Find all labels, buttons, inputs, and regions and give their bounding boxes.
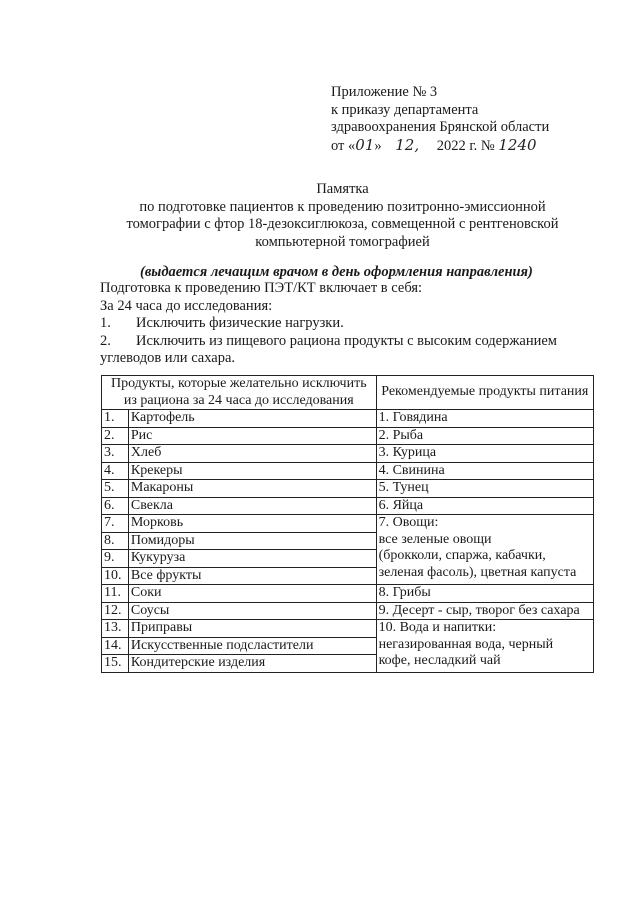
row-number: 8. bbox=[102, 532, 129, 550]
table-row bbox=[102, 602, 594, 620]
row-number: 5. bbox=[102, 480, 129, 498]
table-row bbox=[102, 445, 594, 463]
table-row bbox=[102, 497, 594, 515]
list-item-continuation: углеводов или сахара. bbox=[100, 350, 236, 366]
excluded-product: Рис bbox=[128, 427, 376, 445]
table-row bbox=[102, 515, 594, 533]
excluded-product: Кондитерские изделия bbox=[128, 655, 376, 673]
row-number: 12. bbox=[102, 602, 129, 620]
date-year: 2022 г. № bbox=[436, 137, 495, 154]
table-row bbox=[102, 410, 594, 428]
recommended-drinks-line-2: кофе, несладкий чай bbox=[378, 653, 501, 668]
row-number: 9. bbox=[102, 550, 129, 568]
memo-heading: Памятка bbox=[316, 181, 369, 197]
recommended-drinks-title: 10. Вода и напитки: bbox=[378, 620, 497, 635]
table-row bbox=[102, 585, 594, 603]
handwritten-day: 01 bbox=[355, 135, 375, 154]
recommended-product: 6. Яйца bbox=[376, 497, 593, 515]
preparation-text bbox=[100, 280, 570, 368]
excluded-product: Хлеб bbox=[128, 445, 376, 463]
header-excluded-products: Продукты, которые желательно исключить из рациона за 24 часа до исследования bbox=[102, 376, 377, 410]
recommended-product: 1. Говядина bbox=[376, 410, 593, 428]
excluded-product: Свекла bbox=[128, 497, 376, 515]
list-item-number: 1. bbox=[100, 315, 111, 331]
recommended-product: 9. Десерт - сыр, творог без сахара bbox=[376, 602, 593, 620]
date-prefix: от « bbox=[331, 137, 356, 154]
preparation-timing: За 24 часа до исследования: bbox=[100, 297, 273, 314]
products-table bbox=[101, 375, 594, 673]
row-number: 14. bbox=[102, 637, 129, 655]
row-number: 13. bbox=[102, 620, 129, 638]
row-number: 4. bbox=[102, 462, 129, 480]
appendix-line-3: здравоохранения Брянской области bbox=[331, 119, 550, 135]
excluded-product: Кукуруза bbox=[128, 550, 376, 568]
recommended-vegetables-line-2: (брокколи, спаржа, кабачки, bbox=[378, 548, 546, 563]
header-recommended-products: Рекомендуемые продукты питания bbox=[376, 376, 593, 410]
excluded-product: Макароны bbox=[128, 480, 376, 498]
recommended-vegetables-line-3: зеленая фасоль), цветная капуста bbox=[378, 564, 577, 580]
list-item-text: Исключить из пищевого рациона продукты с высоким содержанием bbox=[136, 332, 557, 349]
excluded-product: Приправы bbox=[128, 620, 376, 638]
table-row bbox=[102, 427, 594, 445]
handwritten-order-number: 1240 bbox=[498, 135, 537, 154]
table-header-row bbox=[102, 376, 594, 410]
memo-subtitle-1: по подготовке пациентов к проведению позитронно-эмиссионной bbox=[139, 198, 546, 215]
handwritten-month: 12, bbox=[395, 135, 420, 154]
excluded-product: Соки bbox=[128, 585, 376, 603]
recommended-vegetables-title: 7. Овощи: bbox=[378, 515, 439, 530]
list-item-number: 2. bbox=[100, 332, 111, 349]
list-item bbox=[100, 333, 570, 351]
recommended-drinks-line-1: негазированная вода, черный bbox=[378, 636, 554, 652]
memo-title bbox=[100, 181, 585, 251]
appendix-line-2: к приказу департамента bbox=[331, 101, 479, 118]
recommended-product: 5. Тунец bbox=[376, 480, 593, 498]
excluded-product: Морковь bbox=[128, 515, 376, 533]
memo-subtitle-3: компьютерной томографией bbox=[255, 233, 430, 250]
issue-note: (выдается лечащим врачом в день оформления направления) bbox=[140, 264, 533, 280]
row-number: 6. bbox=[102, 497, 129, 515]
excluded-product: Искусственные подсластители bbox=[128, 637, 376, 655]
recommended-product: 8. Грибы bbox=[376, 585, 593, 603]
recommended-product: 3. Курица bbox=[376, 445, 593, 463]
appendix-line-1: Приложение № 3 bbox=[331, 84, 438, 100]
row-number: 3. bbox=[102, 445, 129, 463]
recommended-vegetables-line-1: все зеленые овощи bbox=[378, 531, 492, 547]
recommended-product: 2. Рыба bbox=[376, 427, 593, 445]
row-number: 11. bbox=[102, 585, 129, 603]
list-item-text: Исключить физические нагрузки. bbox=[136, 315, 344, 331]
row-number: 15. bbox=[102, 655, 129, 673]
excluded-product: Помидоры bbox=[128, 532, 376, 550]
preparation-intro: Подготовка к проведению ПЭТ/КТ включает в себя: bbox=[100, 280, 423, 296]
appendix-date-line bbox=[331, 137, 549, 156]
recommended-vegetables bbox=[376, 515, 593, 585]
row-number: 7. bbox=[102, 515, 129, 533]
memo-subtitle-2: томографии с фтор 18-дезоксиглюкоза, совмещенной с рентгеновской bbox=[126, 216, 559, 232]
row-number: 1. bbox=[102, 410, 129, 428]
table-row bbox=[102, 480, 594, 498]
date-mid: » bbox=[374, 137, 382, 154]
excluded-product: Картофель bbox=[128, 410, 376, 428]
excluded-product: Крекеры bbox=[128, 462, 376, 480]
table-row bbox=[102, 462, 594, 480]
recommended-product: 4. Свинина bbox=[376, 462, 593, 480]
recommended-drinks bbox=[376, 620, 593, 673]
row-number: 2. bbox=[102, 427, 129, 445]
excluded-product: Соусы bbox=[128, 602, 376, 620]
excluded-product: Все фрукты bbox=[128, 567, 376, 585]
row-number: 10. bbox=[102, 567, 129, 585]
table-row bbox=[102, 620, 594, 638]
appendix-header bbox=[331, 84, 549, 155]
list-item bbox=[100, 315, 570, 333]
